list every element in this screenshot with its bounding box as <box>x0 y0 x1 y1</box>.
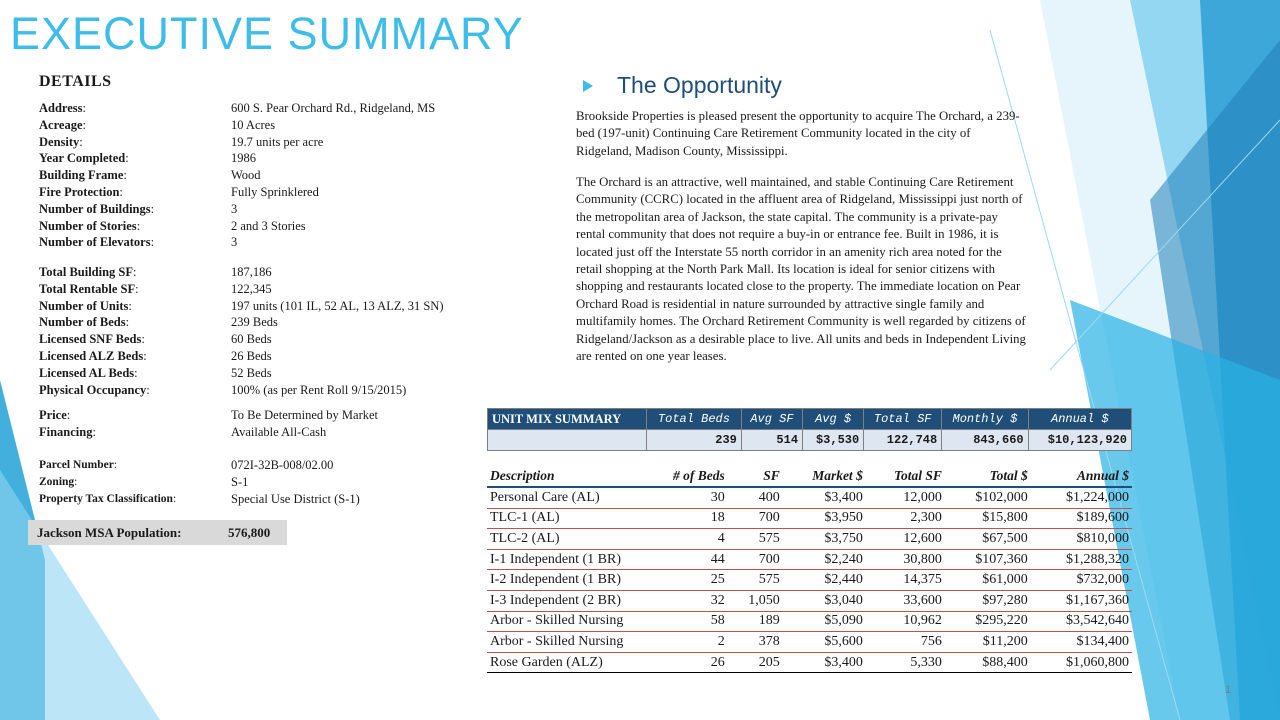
table-cell: $2,440 <box>783 570 866 591</box>
table-cell: $88,400 <box>945 652 1031 673</box>
column-header: Description <box>487 465 643 487</box>
detail-row: Density: 19.7 units per acre <box>39 134 324 149</box>
table-cell: 18 <box>643 508 728 529</box>
table-cell: Personal Care (AL) <box>487 487 643 508</box>
table-cell: $15,800 <box>945 508 1031 529</box>
detail-row: Number of Stories: 2 and 3 Stories <box>39 218 306 233</box>
table-cell: TLC-1 (AL) <box>487 508 643 529</box>
detail-row: Number of Beds: 239 Beds <box>39 315 278 330</box>
table-row <box>487 529 1132 550</box>
detail-row: Zoning: S-1 <box>39 474 249 489</box>
detail-row: Number of Units: 197 units (101 IL, 52 AL, 13 ALZ, 31 SN) <box>39 298 444 313</box>
table-cell: 14,375 <box>866 570 945 591</box>
unit-mix-values-row <box>488 430 1132 451</box>
table-row <box>487 487 1132 508</box>
opportunity-title: The Opportunity <box>617 72 782 98</box>
table-cell: 4 <box>643 529 728 550</box>
table-cell: $5,600 <box>783 632 866 653</box>
triangle-bullet-icon <box>583 80 593 92</box>
detail-row: Address: 600 S. Pear Orchard Rd., Ridgeland, MS <box>39 101 436 115</box>
table-cell: 5,330 <box>866 652 945 673</box>
unit-mix-value-cell: $3,530 <box>803 430 864 451</box>
table-row <box>487 632 1132 653</box>
column-header: Market $ <box>783 465 866 487</box>
column-header: Annual $ <box>1031 465 1132 487</box>
table-cell: $102,000 <box>945 487 1031 508</box>
details-group-building <box>39 100 499 251</box>
table-cell: 189 <box>728 611 783 632</box>
table-cell: I-1 Independent (1 BR) <box>487 549 643 570</box>
table-cell: $3,400 <box>783 652 866 673</box>
table-cell: Rose Garden (ALZ) <box>487 652 643 673</box>
table-cell: $67,500 <box>945 529 1031 550</box>
unit-mix-header-cell: UNIT MIX SUMMARY <box>488 409 647 430</box>
table-cell: 1,050 <box>728 590 783 611</box>
detail-row: Number of Buildings: 3 <box>39 201 238 216</box>
table-cell: $5,090 <box>783 611 866 632</box>
table-cell: $11,200 <box>945 632 1031 653</box>
table-cell: $134,400 <box>1031 632 1132 653</box>
table-cell: $107,360 <box>945 549 1031 570</box>
table-row <box>487 652 1132 673</box>
detail-row: Financing: Available All-Cash <box>39 424 327 439</box>
table-cell: 575 <box>728 529 783 550</box>
table-cell: 12,000 <box>866 487 945 508</box>
table-cell: 2,300 <box>866 508 945 529</box>
unit-mix-value-cell: $10,123,920 <box>1028 430 1131 451</box>
unit-mix-value-cell: 239 <box>647 430 742 451</box>
table-cell: 32 <box>643 590 728 611</box>
detail-row: Licensed AL Beds: 52 Beds <box>39 365 272 380</box>
unit-mix-header-row <box>488 409 1132 430</box>
table-cell: $1,288,320 <box>1031 549 1132 570</box>
detail-row: Physical Occupancy: 100% (as per Rent Roll 9/15/2015) <box>39 382 407 397</box>
table-cell: I-2 Independent (1 BR) <box>487 570 643 591</box>
unit-mix-value-cell: 122,748 <box>864 430 942 451</box>
table-row <box>487 549 1132 570</box>
table-row <box>487 611 1132 632</box>
detail-row: Property Tax Classification: Special Use District (S-1) <box>39 491 360 506</box>
table-cell: $810,000 <box>1031 529 1132 550</box>
table-cell: $3,542,640 <box>1031 611 1132 632</box>
detail-row: Acreage: 10 Acres <box>39 117 276 132</box>
table-cell: $3,950 <box>783 508 866 529</box>
page-title: EXECUTIVE SUMMARY <box>10 8 524 59</box>
table-cell: $2,240 <box>783 549 866 570</box>
column-header: Total $ <box>945 465 1031 487</box>
details-group-units <box>39 264 499 398</box>
table-cell: 205 <box>728 652 783 673</box>
table-cell: 400 <box>728 487 783 508</box>
table-cell: 58 <box>643 611 728 632</box>
unit-mix-header-cell: Total SF <box>864 409 942 430</box>
table-cell: $1,167,360 <box>1031 590 1132 611</box>
table-cell: 756 <box>866 632 945 653</box>
population-label: Jackson MSA Population: <box>37 524 182 540</box>
table-cell: $189,600 <box>1031 508 1132 529</box>
opportunity-paragraph-2: The Orchard is an attractive, well maintained, and stable Continuing Care Retirement Community (CCRC) located in the affluent area of Ridgeland, Mississippi just north of the metropolitan area of Jackson, the state capital. The community is a private-pay rental community that does not require a buy-in or entrance fee. Built in 1986, it is located just off the Interstate 55 north corridor in an amenity rich area noted for the retail shopping at the North Park Mall. Its location is ideal for senior citizens with shopping and restaurants located close to the property. The immediate location on Pear Orchard Road is residential in nature surrounded by attractive single family and multifamily homes. The Orchard Retirement Community is well regarded by citizens of Ridgeland/Jackson as a desirable place to live. All units and beds in Independent Living are rented on one year leases. <box>576 175 1026 364</box>
population-box <box>28 520 287 545</box>
detail-row: Licensed ALZ Beds: 26 Beds <box>39 348 272 363</box>
detail-row: Total Rentable SF: 122,345 <box>39 281 272 296</box>
table-cell: 700 <box>728 549 783 570</box>
unit-mix-summary-table <box>487 408 1132 451</box>
details-group-price <box>39 407 499 441</box>
table-cell: 44 <box>643 549 728 570</box>
table-cell: 575 <box>728 570 783 591</box>
column-header: # of Beds <box>643 465 728 487</box>
unit-detail-table <box>487 465 1132 673</box>
page-number: 1 <box>1225 684 1232 696</box>
table-cell: 378 <box>728 632 783 653</box>
unit-mix-value-cell: 843,660 <box>942 430 1028 451</box>
detail-row: Total Building SF: 187,186 <box>39 265 272 279</box>
table-cell: $1,224,000 <box>1031 487 1132 508</box>
table-cell: 26 <box>643 652 728 673</box>
table-cell: Arbor - Skilled Nursing <box>487 611 643 632</box>
unit-mix-header-cell: Total Beds <box>647 409 742 430</box>
table-cell: Arbor - Skilled Nursing <box>487 632 643 653</box>
population-value: 576,800 <box>228 524 271 540</box>
table-cell: 25 <box>643 570 728 591</box>
table-cell: 12,600 <box>866 529 945 550</box>
detail-row: Year Completed: 1986 <box>39 151 256 166</box>
detail-row: Licensed SNF Beds: 60 Beds <box>39 332 272 347</box>
table-cell: 30 <box>643 487 728 508</box>
detail-row: Number of Elevators: 3 <box>39 235 238 250</box>
unit-mix-header-cell: Monthly $ <box>942 409 1028 430</box>
opportunity-paragraph-1: Brookside Properties is pleased present the opportunity to acquire The Orchard, a 239-bed (197-unit) Continuing Care Retirement Community located in the city of Ridgeland, Madison County, Mississippi. <box>576 109 1020 158</box>
table-row <box>487 570 1132 591</box>
table-cell: 30,800 <box>866 549 945 570</box>
column-header: SF <box>728 465 783 487</box>
table-cell: TLC-2 (AL) <box>487 529 643 550</box>
table-cell: 33,600 <box>866 590 945 611</box>
table-cell: 700 <box>728 508 783 529</box>
detail-row: Building Frame: Wood <box>39 168 261 183</box>
unit-mix-header-cell: Avg $ <box>803 409 864 430</box>
details-heading: DETAILS <box>39 73 112 90</box>
detail-table-body <box>487 487 1132 673</box>
table-cell: $97,280 <box>945 590 1031 611</box>
table-cell: 2 <box>643 632 728 653</box>
detail-row: Parcel Number: 072I-32B-008/02.00 <box>39 458 334 472</box>
table-row <box>487 508 1132 529</box>
detail-table-header-row <box>487 465 1132 487</box>
table-cell: $295,220 <box>945 611 1031 632</box>
unit-mix-header-cell: Annual $ <box>1028 409 1131 430</box>
unit-mix-header-cell: Avg SF <box>741 409 802 430</box>
detail-row: Fire Protection: Fully Sprinklered <box>39 184 319 199</box>
detail-row: Price: To Be Determined by Market <box>39 408 378 422</box>
table-row <box>487 590 1132 611</box>
column-header: Total SF <box>866 465 945 487</box>
table-cell: $3,040 <box>783 590 866 611</box>
table-cell: $732,000 <box>1031 570 1132 591</box>
table-cell: $3,750 <box>783 529 866 550</box>
table-cell: 10,962 <box>866 611 945 632</box>
details-group-parcel <box>39 457 499 507</box>
table-cell: $3,400 <box>783 487 866 508</box>
table-cell: $61,000 <box>945 570 1031 591</box>
unit-mix-value-cell <box>488 430 647 451</box>
unit-mix-value-cell: 514 <box>741 430 802 451</box>
table-cell: $1,060,800 <box>1031 652 1132 673</box>
table-cell: I-3 Independent (2 BR) <box>487 590 643 611</box>
